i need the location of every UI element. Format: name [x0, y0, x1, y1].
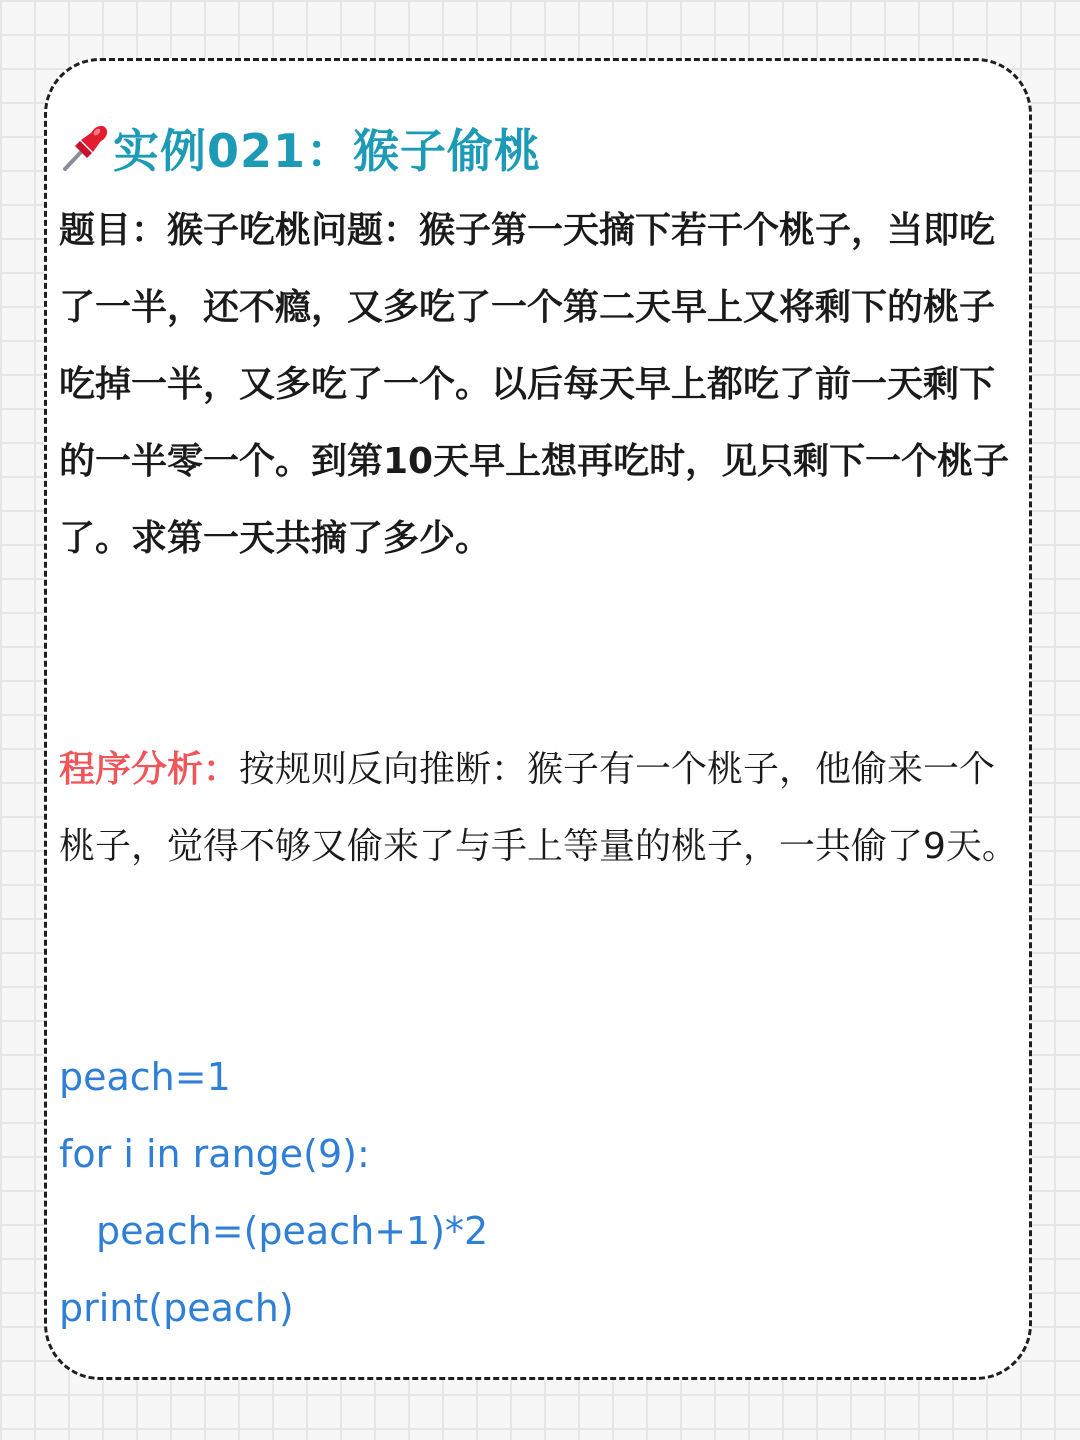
analysis-paragraph: [59, 731, 1019, 885]
page-title: 实例021：猴子偷桃: [113, 124, 542, 178]
code-line-2: for i in range(9):: [59, 1132, 370, 1176]
code-line-1: peach=1: [59, 1055, 231, 1099]
content-card: [44, 58, 1032, 1380]
code-line-4: print(peach): [59, 1286, 294, 1330]
pushpin-icon: [59, 122, 111, 174]
code-line-3: peach=(peach+1)*2: [96, 1209, 489, 1253]
problem-statement: 题目：猴子吃桃问题：猴子第一天摘下若干个桃子，当即吃了一半，还不瘾，又多吃了一个第二天早上又将剩下的桃子吃掉一半，又多吃了一个。以后每天早上都吃了前一天剩下的一半零一个。到第10天早上想再吃时，见只剩下一个桃子了。求第一天共摘了多少。: [59, 210, 1010, 559]
title-row: [59, 113, 541, 183]
analysis-text: 按规则反向推断：猴子有一个桃子，他偷来一个桃子，觉得不够又偷来了与手上等量的桃子，一共偷了9天。: [59, 749, 1018, 867]
analysis-label: 程序分析：: [59, 749, 240, 790]
code-block: [59, 1039, 959, 1347]
